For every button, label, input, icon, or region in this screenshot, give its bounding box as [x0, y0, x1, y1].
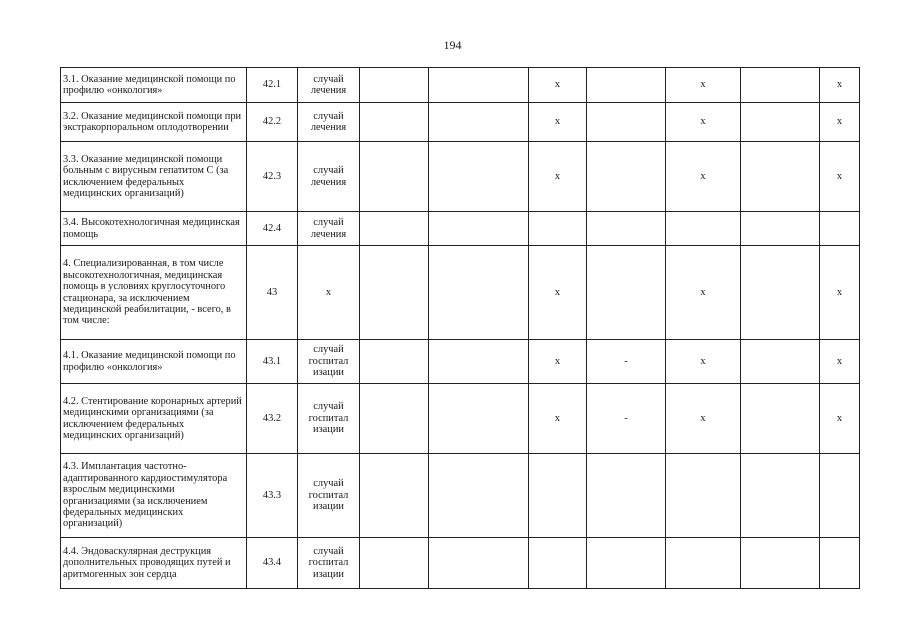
value-cell [666, 212, 741, 246]
row-name-cell: 3.2. Оказание медицинской помощи при экстракорпоральном оплодотворении [61, 103, 247, 142]
row-code-cell: 42.4 [247, 212, 298, 246]
value-cell [360, 340, 429, 384]
value-cell: х [666, 68, 741, 103]
value-cell [820, 538, 860, 589]
row-name-cell: 3.1. Оказание медицинской помощи по профилю «онкология» [61, 68, 247, 103]
row-unit-cell: случай лечения [298, 103, 360, 142]
value-cell [741, 454, 820, 538]
row-name-cell: 4.3. Имплантация частотно-адаптированного кардиостимулятора взрослым медицинскими организациями (за исключением федеральных медицинских организаций) [61, 454, 247, 538]
value-cell [429, 246, 529, 340]
value-cell [741, 246, 820, 340]
table-row [61, 340, 860, 384]
table-row [61, 384, 860, 454]
value-cell [429, 538, 529, 589]
table-row [61, 538, 860, 589]
value-cell [587, 68, 666, 103]
value-cell [429, 340, 529, 384]
value-cell [587, 246, 666, 340]
row-code-cell: 43.4 [247, 538, 298, 589]
row-code-cell: 42.3 [247, 142, 298, 212]
value-cell [529, 538, 587, 589]
value-cell [587, 103, 666, 142]
row-unit-cell: случай госпитал изации [298, 340, 360, 384]
value-cell [360, 454, 429, 538]
value-cell [741, 142, 820, 212]
value-cell: х [666, 142, 741, 212]
value-cell: х [820, 142, 860, 212]
value-cell: х [529, 340, 587, 384]
row-name-cell: 3.3. Оказание медицинской помощи больным с вирусным гепатитом С (за исключением федеральных медицинских организаций) [61, 142, 247, 212]
row-code-cell: 43 [247, 246, 298, 340]
value-cell: х [820, 68, 860, 103]
value-cell [666, 538, 741, 589]
value-cell [587, 142, 666, 212]
value-cell [429, 384, 529, 454]
value-cell [429, 103, 529, 142]
value-cell: х [529, 103, 587, 142]
value-cell: х [666, 340, 741, 384]
value-cell [587, 538, 666, 589]
row-unit-cell: х [298, 246, 360, 340]
row-code-cell: 43.1 [247, 340, 298, 384]
row-name-cell: 4. Специализированная, в том числе высокотехнологичная, медицинская помощь в условиях круглосуточного стационара, за исключением медицинской реабилитации, - всего, в том числе: [61, 246, 247, 340]
value-cell [429, 68, 529, 103]
value-cell: х [820, 246, 860, 340]
value-cell [429, 142, 529, 212]
page-number: 194 [443, 38, 462, 52]
value-cell [587, 454, 666, 538]
value-cell [741, 68, 820, 103]
row-name-cell: 4.1. Оказание медицинской помощи по профилю «онкология» [61, 340, 247, 384]
row-code-cell: 43.3 [247, 454, 298, 538]
value-cell [666, 454, 741, 538]
table-row [61, 103, 860, 142]
value-cell [741, 340, 820, 384]
value-cell: х [529, 246, 587, 340]
value-cell [741, 538, 820, 589]
value-cell [360, 68, 429, 103]
value-cell: х [666, 103, 741, 142]
row-unit-cell: случай госпитал изации [298, 538, 360, 589]
value-cell [741, 103, 820, 142]
table-row [61, 246, 860, 340]
data-table [60, 67, 860, 589]
value-cell [360, 384, 429, 454]
value-cell: х [529, 142, 587, 212]
row-code-cell: 42.2 [247, 103, 298, 142]
row-code-cell: 42.1 [247, 68, 298, 103]
row-unit-cell: случай лечения [298, 68, 360, 103]
row-name-cell: 3.4. Высокотехнологичная медицинская помощь [61, 212, 247, 246]
value-cell: х [666, 384, 741, 454]
table-row [61, 454, 860, 538]
value-cell [360, 212, 429, 246]
value-cell [360, 246, 429, 340]
row-unit-cell: случай лечения [298, 142, 360, 212]
value-cell: - [587, 384, 666, 454]
value-cell [820, 212, 860, 246]
value-cell: х [666, 246, 741, 340]
table-body [61, 68, 860, 589]
value-cell: х [820, 384, 860, 454]
row-name-cell: 4.2. Стентирование коронарных артерий медицинскими организациями (за исключением федеральных медицинских организаций) [61, 384, 247, 454]
value-cell [429, 454, 529, 538]
value-cell: х [529, 68, 587, 103]
value-cell [587, 212, 666, 246]
value-cell: х [820, 340, 860, 384]
row-unit-cell: случай лечения [298, 212, 360, 246]
table-row [61, 68, 860, 103]
value-cell [429, 212, 529, 246]
value-cell [360, 103, 429, 142]
row-code-cell: 43.2 [247, 384, 298, 454]
value-cell: - [587, 340, 666, 384]
value-cell [529, 454, 587, 538]
table-row [61, 142, 860, 212]
value-cell [820, 454, 860, 538]
row-name-cell: 4.4. Эндоваскулярная деструкция дополнительных проводящих путей и аритмогенных зон сердца [61, 538, 247, 589]
value-cell: х [529, 384, 587, 454]
value-cell [360, 142, 429, 212]
table-row [61, 212, 860, 246]
row-unit-cell: случай госпитал изации [298, 454, 360, 538]
value-cell [741, 212, 820, 246]
value-cell: х [820, 103, 860, 142]
value-cell [529, 212, 587, 246]
value-cell [741, 384, 820, 454]
row-unit-cell: случай госпитал изации [298, 384, 360, 454]
value-cell [360, 538, 429, 589]
